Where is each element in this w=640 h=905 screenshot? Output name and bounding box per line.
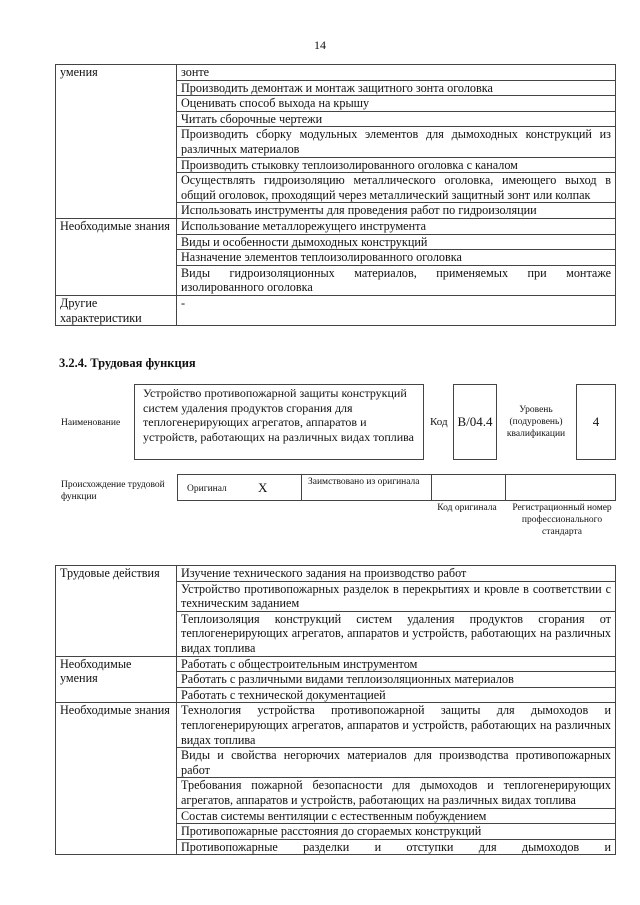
table-cell: Виды и свойства негорючих материалов для производства противопожарных работ [177,748,616,778]
table-cell: Виды и особенности дымоходных конструкций [177,234,616,250]
row-label: Необходимые знания [56,703,177,855]
table-cell: зонте [177,65,616,81]
level-label: Уровень (подуровень) квалификации [506,405,566,439]
table-cell: Устройство противопожарных разделок в перекрытиях и кровле в соответствии с техническим заданием [177,581,616,611]
skills-knowledge-table [55,64,616,326]
function-name-box: Устройство противопожарной защиты конструкций систем удаления продуктов сгорания для теплогенерирующих агрегатов, аппаратов и устройств, работающих на различных видах топлива [134,384,424,460]
origin-code-caption: Код оригинала [437,503,497,513]
table-cell: Изучение технического задания на производство работ [177,566,616,582]
row-label: Необходимые знания [56,218,177,295]
origin-borrowed-label: Заимствовано из оригинала [308,477,420,487]
origin-table [177,474,616,501]
divider [505,475,506,500]
table-cell: Противопожарные расстояния до сгораемых конструкций [177,824,616,840]
table-cell: Состав системы вентиляции с естественным побуждением [177,808,616,824]
table-cell: Осуществлять гидроизоляцию металлического оголовка, имеющего выход в общий оголовок, проходящий через металлический защитный зонт или колпак [177,173,616,203]
name-label: Наименование [61,418,121,428]
table-cell: Виды гидроизоляционных материалов, применяемых при монтаже изолированного оголовка [177,265,616,295]
table-cell: Оценивать способ выхода на крышу [177,96,616,112]
table-cell: Противопожарные разделки и отступки для дымоходов и [177,839,616,855]
table-cell: - [177,295,616,325]
table-cell: Использование металлорежущего инструмента [177,218,616,234]
table-cell: Требования пожарной безопасности для дымоходов и теплогенерирующих агрегатов, аппаратов и устройств, работающих на различных видах топлива [177,778,616,808]
row-label: Трудовые действия [56,566,177,657]
table-cell: Производить демонтаж и монтаж защитного зонта оголовка [177,80,616,96]
table-cell: Работать с общестроительным инструментом [177,656,616,672]
table-cell: Производить стыковку теплоизолированного оголовка с каналом [177,157,616,173]
table-cell: Назначение элементов теплоизолированного оголовка [177,250,616,266]
labor-function-table [55,565,616,855]
level-value-box: 4 [576,384,616,460]
divider [301,475,302,500]
origin-reg-caption: Регистрационный номер профессионального стандарта [512,503,612,537]
table-cell: Читать сборочные чертежи [177,111,616,127]
divider [431,475,432,500]
page-number: 14 [314,38,326,52]
origin-original-label: Оригинал [187,484,227,494]
origin-label: Происхождение трудовой функции [61,480,165,502]
row-label: Необходимые умения [56,656,177,703]
table-cell: Технология устройства противопожарной защиты для дымоходов и теплогенерирующих агрегатов, аппаратов и устройств, работающих на различных видах топлива [177,703,616,748]
code-value-box: B/04.4 [453,384,497,460]
table-cell: Теплоизоляция конструкций систем удаления продуктов сгорания от теплогенерирующих агрегатов, аппаратов и устройств, работающих на различных видах топлива [177,611,616,656]
table-cell: Производить сборку модульных элементов для дымоходных конструкций из различных материалов [177,127,616,157]
table-cell: Работать с технической документацией [177,687,616,703]
code-label: Код [430,416,448,428]
row-label: умения [56,65,177,219]
table-cell: Использовать инструменты для проведения работ по гидроизоляции [177,203,616,219]
table-cell: Работать с различными видами теплоизоляционных материалов [177,672,616,688]
row-label: Другие характеристики [56,295,177,325]
origin-mark: X [258,480,268,495]
section-title: 3.2.4. Трудовая функция [59,356,196,370]
